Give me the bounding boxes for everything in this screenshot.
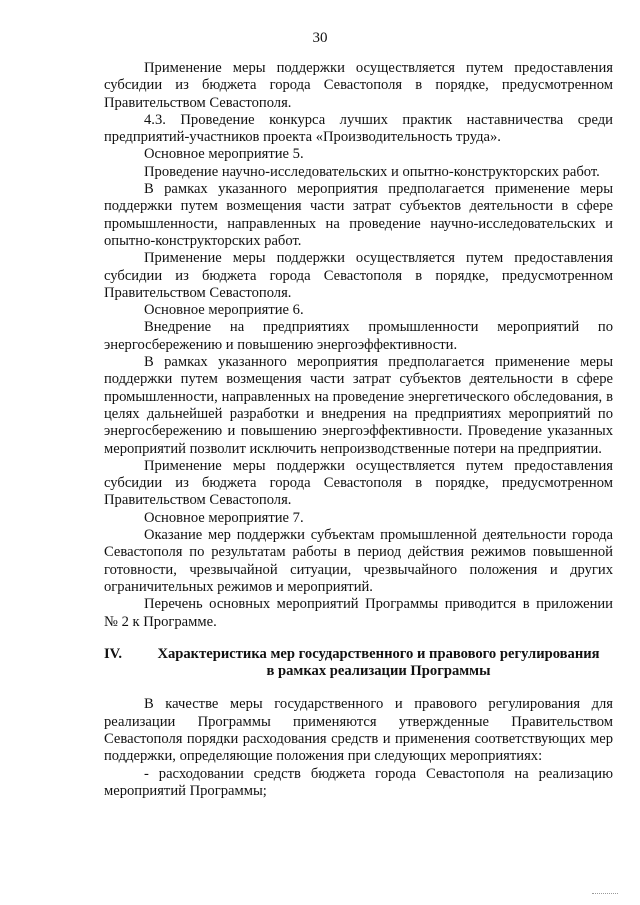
paragraph: Внедрение на предприятиях промышленности мероприятий по энергосбережению и повышению энергоэффективности.: [104, 319, 613, 353]
measure-heading-5: Основное мероприятие 5.: [144, 146, 304, 163]
paragraph: Перечень основных мероприятий Программы приводится в приложении № 2 к Программе.: [104, 596, 613, 630]
paragraph: Применение меры поддержки осуществляется путем предоставления субсидии из бюджета города Севастополя в порядке, предусмотренном Правительством Севастополя.: [104, 60, 613, 111]
paragraph: Применение меры поддержки осуществляется путем предоставления субсидии из бюджета города Севастополя в порядке, предусмотренном Правительством Севастополя.: [104, 250, 613, 301]
section-title-line: в рамках реализации Программы: [266, 663, 491, 680]
paragraph: Оказание мер поддержки субъектам промышленной деятельности города Севастополя по результатам работы в период действия режимов повышенной готовности, чрезвычайной ситуации, чрезвычайного положения и других ограничительных режимов и мероприятий.: [104, 527, 613, 595]
scan-mark: [592, 893, 618, 897]
page-number: 30: [312, 30, 328, 46]
measure-heading-6: Основное мероприятие 6.: [144, 302, 304, 319]
paragraph: В рамках указанного мероприятия предполагается применение меры поддержки путем возмещения части затрат субъектов деятельности в сфере промышленности, направленных на проведение энергетического обследования, в целях дальнейшей разработки и внедрения на предприятиях мероприятий по энергосбережению и повышению энергоэффективности. Проведение указанных мероприятий позволит исключить непроизводственные потери на предприятии.: [104, 354, 613, 457]
section-title: [144, 646, 613, 681]
paragraph: В качестве меры государственного и правового регулирования для реализации Программы применяются утвержденные Правительством Севастополя порядки расходования средств и применения соответствующих мер поддержки, определяющие положения при следующих мероприятиях:: [104, 696, 613, 765]
measure-heading-7: Основное мероприятие 7.: [144, 509, 304, 526]
paragraph: В рамках указанного мероприятия предполагается применение меры поддержки путем возмещения части затрат субъектов деятельности в сфере промышленности, направленных на проведение научно-исследовательских и опытно-конструкторских работ.: [104, 181, 613, 249]
paragraph: Применение меры поддержки осуществляется путем предоставления субсидии из бюджета города Севастополя в порядке, предусмотренном Правительством Севастополя.: [104, 457, 613, 509]
section-title-line: Характеристика мер государственного и правового регулирования: [157, 645, 600, 662]
section-heading: [104, 646, 613, 681]
list-item: - расходовании средств бюджета города Севастополя на реализацию мероприятий Программы;: [104, 765, 613, 799]
paragraph-item-4-3: 4.3. Проведение конкурса лучших практик наставничества среди предприятий-участников проекта «Производительность труда».: [104, 111, 613, 146]
paragraph: Проведение научно-исследовательских и опытно-конструкторских работ.: [144, 163, 600, 180]
section-number: IV.: [104, 645, 122, 662]
document-body: [104, 60, 613, 800]
